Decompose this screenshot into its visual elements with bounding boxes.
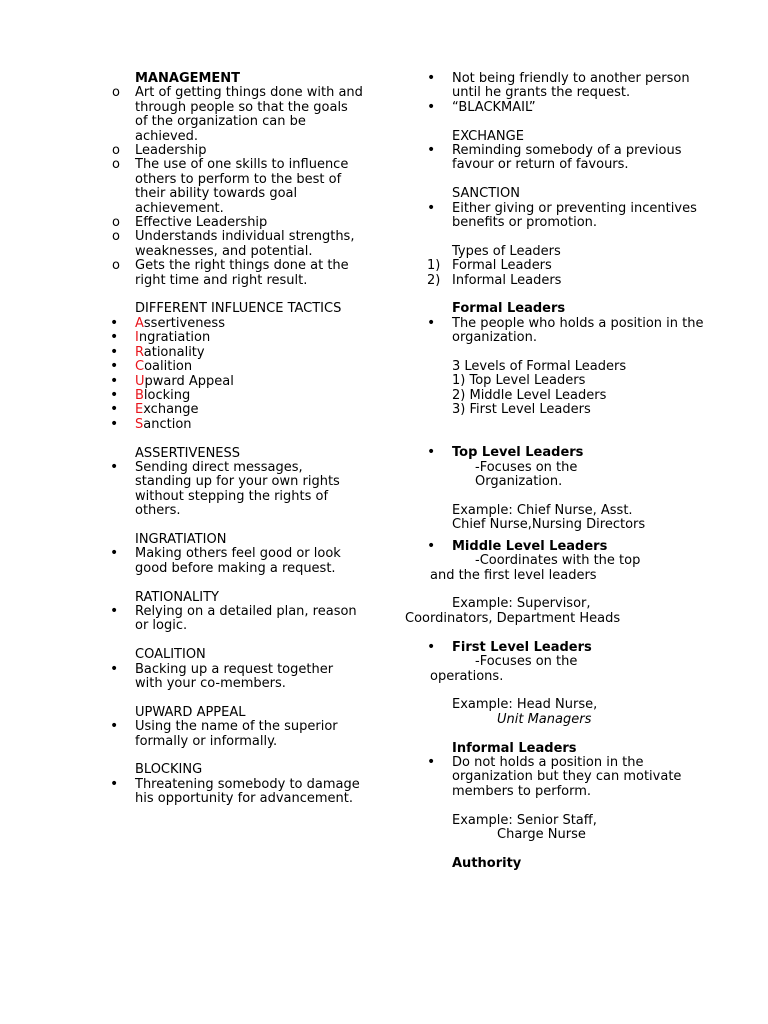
bullet-icon: • bbox=[427, 314, 436, 331]
tactic-item bbox=[108, 360, 363, 374]
tactic-initial: I bbox=[135, 330, 139, 346]
list-item: • “BLACKMAIL” bbox=[427, 98, 536, 115]
bullet-icon: • bbox=[427, 98, 436, 115]
section-title: RATIONALITY bbox=[135, 589, 219, 605]
list-item: o Gets the right things done at the right time and right result. bbox=[112, 258, 349, 288]
list-item: o Leadership bbox=[112, 143, 207, 159]
list-item: o Art of getting things done with and through people so that the goals of the organization can be achieved. bbox=[112, 85, 363, 144]
bullet-icon: • bbox=[427, 70, 436, 86]
list-item: • Do not holds a position in the organization but they can motivate members to perform. bbox=[427, 753, 682, 799]
list-item bbox=[108, 660, 363, 692]
tactic-label: ngratiation bbox=[138, 330, 211, 346]
tactic-label: ationality bbox=[143, 344, 205, 360]
informal-example: Charge Nurse bbox=[497, 826, 586, 842]
bullet-icon: • bbox=[427, 199, 436, 216]
list-item: 1) Formal Leaders bbox=[427, 258, 552, 274]
section-title: UPWARD APPEAL bbox=[135, 704, 246, 720]
tactic-item bbox=[108, 372, 363, 389]
tactic-initial: A bbox=[135, 315, 144, 331]
list-item: o Effective Leadership bbox=[112, 215, 268, 231]
tactic-item bbox=[108, 415, 363, 432]
section-text: Sending direct messages, standing up for your own rights without stepping the rights of others. bbox=[135, 459, 340, 519]
tactic-item bbox=[108, 331, 363, 345]
bullet-icon: • bbox=[110, 415, 119, 432]
bullet-icon: • bbox=[427, 638, 436, 655]
bullet-icon: • bbox=[110, 329, 119, 346]
list-item: • The people who holds a position in the organization. bbox=[427, 314, 704, 346]
circle-bullet-icon: o bbox=[112, 157, 120, 173]
levels-title: 3 Levels of Formal Leaders bbox=[452, 359, 627, 375]
bullet-icon: • bbox=[110, 372, 119, 389]
tactics-title: DIFFERENT INFLUENCE TACTICS bbox=[135, 301, 342, 317]
first-level-example: Unit Managers bbox=[497, 711, 592, 727]
tactic-item bbox=[108, 343, 363, 360]
tactic-item bbox=[108, 386, 363, 403]
circle-bullet-icon: o bbox=[112, 215, 120, 231]
list-item: • Reminding somebody of a previous favour or return of favours. bbox=[427, 142, 682, 173]
bullet-icon: • bbox=[110, 386, 119, 403]
left-column bbox=[108, 72, 363, 807]
bullet-icon: • bbox=[110, 401, 119, 418]
management-title: MANAGEMENT bbox=[135, 71, 241, 86]
top-level-example: Chief Nurse,Nursing Directors bbox=[452, 517, 646, 533]
section-title: COALITION bbox=[135, 647, 206, 663]
section-title: ASSERTIVENESS bbox=[135, 445, 241, 461]
middle-level-desc: and the first level leaders bbox=[430, 567, 597, 583]
tactic-sections bbox=[108, 432, 363, 806]
tactic-item bbox=[108, 403, 363, 417]
bullet-icon: • bbox=[110, 358, 119, 375]
circle-bullet-icon: o bbox=[112, 258, 120, 274]
first-level-desc: operations. bbox=[430, 668, 504, 684]
authority-title: Authority bbox=[452, 855, 522, 871]
section-text: Relying on a detailed plan, reason or logic. bbox=[135, 603, 357, 634]
formal-title: Formal Leaders bbox=[452, 301, 566, 317]
section-title: BLOCKING bbox=[135, 762, 203, 778]
bullet-icon: • bbox=[110, 660, 119, 677]
tactic-initial: S bbox=[135, 416, 144, 432]
top-level-example: Example: Chief Nurse, Asst. bbox=[452, 503, 633, 519]
tactic-initial: U bbox=[135, 373, 145, 389]
sanction-title: SANCTION bbox=[452, 186, 520, 202]
top-level-heading: • Top Level Leaders bbox=[427, 444, 584, 461]
section-title: INGRATIATION bbox=[135, 531, 227, 547]
list-item: 2) Informal Leaders bbox=[427, 272, 562, 288]
section-text: Making others feel good or look good before making a request. bbox=[135, 546, 341, 576]
middle-level-example: Coordinators, Department Heads bbox=[405, 610, 621, 626]
bullet-icon: • bbox=[110, 775, 119, 792]
first-level-example: Example: Head Nurse, bbox=[452, 697, 598, 713]
list-item: • Either giving or preventing incentives benefits or promotion. bbox=[427, 199, 697, 231]
list-item: o Understands individual strengths, weaknesses, and potential. bbox=[112, 229, 355, 259]
tactic-item bbox=[108, 314, 363, 331]
circle-bullet-icon: o bbox=[112, 143, 120, 159]
tactic-label: locking bbox=[143, 387, 191, 403]
list-item: o The use of one skills to influence others to perform to the best of their ability towards goal achievement. bbox=[112, 157, 349, 216]
section-text: Threatening somebody to damage his opportunity for advancement. bbox=[135, 776, 360, 807]
bullet-icon: • bbox=[110, 314, 119, 331]
list-item bbox=[108, 458, 363, 519]
section-text: Backing up a request together with your co-members. bbox=[135, 661, 334, 691]
list-item bbox=[108, 602, 363, 634]
circle-bullet-icon: o bbox=[112, 85, 120, 101]
first-level-heading: • First Level Leaders bbox=[427, 638, 592, 655]
informal-title: Informal Leaders bbox=[452, 740, 577, 756]
right-column bbox=[405, 72, 705, 871]
bullet-icon: • bbox=[110, 343, 119, 360]
bullet-icon: • bbox=[427, 753, 436, 770]
list-item bbox=[108, 775, 363, 807]
types-title: Types of Leaders bbox=[452, 243, 561, 259]
tactic-label: ssertiveness bbox=[143, 315, 225, 331]
bullet-icon: • bbox=[110, 718, 119, 735]
tactic-initial: E bbox=[135, 402, 144, 418]
bullet-icon: • bbox=[427, 444, 436, 461]
bullet-icon: • bbox=[110, 602, 119, 619]
list-item bbox=[108, 547, 363, 576]
bullet-icon: • bbox=[110, 458, 119, 475]
bullet-icon: • bbox=[427, 537, 436, 554]
tactic-label: anction bbox=[143, 416, 192, 432]
informal-example: Example: Senior Staff, bbox=[452, 812, 597, 828]
level-item: 1) Top Level Leaders bbox=[452, 373, 586, 389]
tactic-initial: B bbox=[135, 387, 144, 403]
tactic-label: oalition bbox=[144, 359, 193, 375]
circle-bullet-icon: o bbox=[112, 229, 120, 245]
bullet-icon: • bbox=[427, 142, 436, 159]
middle-level-example: Example: Supervisor, bbox=[452, 596, 591, 612]
tactic-label: xchange bbox=[143, 402, 199, 418]
tactic-initial: R bbox=[135, 344, 144, 360]
top-level-desc: -Focuses on the bbox=[475, 459, 578, 475]
middle-level-desc: -Coordinates with the top bbox=[475, 553, 641, 569]
section-text: Using the name of the superior formally or informally. bbox=[135, 719, 338, 749]
list-item: • Not being friendly to another person until he grants the request. bbox=[427, 70, 690, 101]
tactic-initial: C bbox=[135, 359, 145, 375]
top-level-desc: Organization. bbox=[475, 474, 563, 490]
first-level-desc: -Focuses on the bbox=[475, 654, 578, 670]
level-item: 2) Middle Level Leaders bbox=[452, 387, 607, 403]
level-item: 3) First Level Leaders bbox=[452, 402, 591, 418]
tactics-list bbox=[108, 314, 363, 432]
bullet-icon: • bbox=[110, 545, 119, 562]
middle-level-heading: • Middle Level Leaders bbox=[427, 537, 608, 554]
list-item bbox=[108, 720, 363, 749]
exchange-title: EXCHANGE bbox=[452, 128, 524, 144]
tactic-label: pward Appeal bbox=[144, 373, 234, 389]
